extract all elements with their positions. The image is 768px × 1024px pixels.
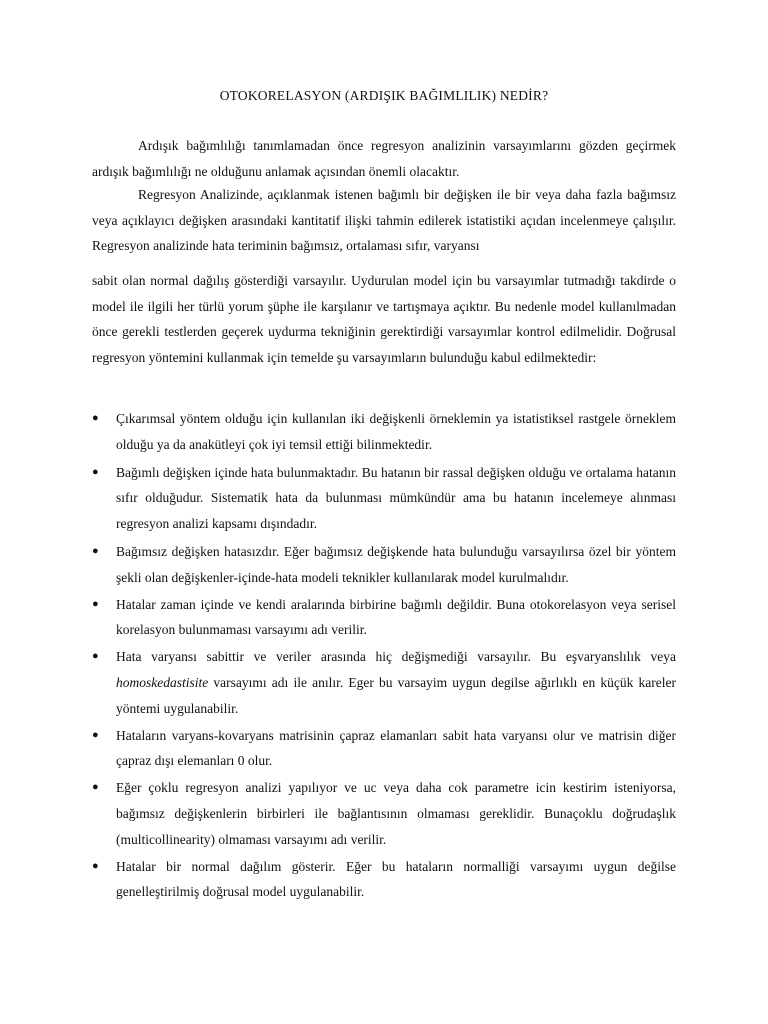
list-item-text: Eğer çoklu regresyon analizi yapılıyor ve uc veya daha cok parametre icin kestirim isteniyorsa, bağımsız değişkenlerin birbirleri ile bağlantısının olmaması gereklidir. Bunaçoklu doğrudaşlık (multicollinearity) olmaması varsayımı adı verilir. xyxy=(116,780,676,847)
regression-paragraph: Regresyon Analizinde, açıklanmak istenen bağımlı bir değişken ile bir veya daha fazla bağımsız veya açıklayıcı değişken arasındaki kantitatif ilişki tahmin edilerek istatistiki açıdan incelenmeye çalışılır. Regresyon analizinde hata teriminin bağımsız, ortalaması sıfır, varyansı xyxy=(92,187,676,253)
list-item-italic-term: homoskedastisite xyxy=(116,674,209,690)
list-item-text: Çıkarımsal yöntem olduğu için kullanılan iki değişkenli örneklemin ya istatistiksel rastgele örneklem olduğu ya da anakütleyi çok iyi temsil ettiği bilinmektedir. xyxy=(116,411,676,452)
list-item xyxy=(92,406,676,458)
list-item-text-before: Hata varyansı sabittir ve veriler arasında hiç değişmediği varsayılır. Bu eşvaryanslılık veya xyxy=(116,649,676,665)
bullet-icon: ● xyxy=(92,728,99,741)
list-item xyxy=(92,539,676,591)
list-item-text: Hatalar zaman içinde ve kendi aralarında birbirine bağımlı değildir. Buna otokorelasyon veya serisel korelasyon bulunmaması varsayımı adı verilir. xyxy=(116,596,676,638)
bullet-icon: ● xyxy=(92,465,99,478)
bullet-icon: ● xyxy=(92,597,99,610)
intro-paragraph: Ardışık bağımlılığı tanımlamadan önce regresyon analizinin varsayımlarını gözden geçirmek ardışık bağımlılığı ne olduğunu anlamak açısından önemli olacaktır. xyxy=(92,138,676,179)
list-item xyxy=(92,460,676,537)
bullet-icon: ● xyxy=(92,781,99,794)
list-item xyxy=(92,775,676,852)
list-item-text: Hataların varyans-kovaryans matrisinin çapraz elamanları sabit hata varyansı olur ve matrisin diğer çapraz dışı elemanları 0 olur. xyxy=(116,727,676,769)
list-item xyxy=(92,723,676,775)
page-title: OTOKORELASYON (ARDIŞIK BAĞIMLILIK) NEDİR? xyxy=(219,88,549,103)
bullet-icon: ● xyxy=(92,544,99,557)
list-item-text: Hatalar bir normal dağılım gösterir. Eğer bu hataların normalliği varsayımı uygun değilse genelleştirilmiş doğrusal model uygulanabilir. xyxy=(116,858,676,900)
bullet-icon: ● xyxy=(92,412,99,424)
assumption-list xyxy=(92,406,676,905)
list-item-text: Bağımsız değişken hatasızdır. Eğer bağımsız değişkende hata bulunduğu varsayılırsa özel bir yöntem şekli olan değişkenler-içinde-hata modeli teknikler kullanılarak model kurulmalıdır. xyxy=(116,543,676,585)
list-item xyxy=(92,592,676,644)
bullet-icon: ● xyxy=(92,650,99,663)
list-item xyxy=(92,644,676,721)
list-item xyxy=(92,854,676,906)
assumptions-paragraph: sabit olan normal dağılış gösterdiği varsayılır. Uydurulan model için bu varsayımlar tutmadığı takdirde o model ile ilgili her türlü yorum şüphe ile karşılanır ve tartışmaya açıktır. Bu nedenle model kullanılmadan önce gerekli testlerden geçerek uydurma tekniğinin gerektirdiği varsayımlar kontrol edilmelidir. Doğrusal regresyon yöntemini kullanmak için temelde şu varsayımların bulunduğu kabul edilmektedir: xyxy=(92,273,676,365)
list-item-text: Bağımlı değişken içinde hata bulunmaktadır. Bu hatanın bir rassal değişken olduğu ve ortalama hatanın sıfır olduğudur. Sistematik hata da bulunması mümkündür ama bu hatanın incelemeye alınması regresyon analizi kapsamı dışındadır. xyxy=(116,464,676,532)
list-item-text-after: varsayımı adı ile anılır. Eger bu varsayim uygun degilse ağırlıklı en küçük kareler yöntemi uygulanabilir. xyxy=(116,674,676,716)
bullet-icon: ● xyxy=(92,859,99,872)
